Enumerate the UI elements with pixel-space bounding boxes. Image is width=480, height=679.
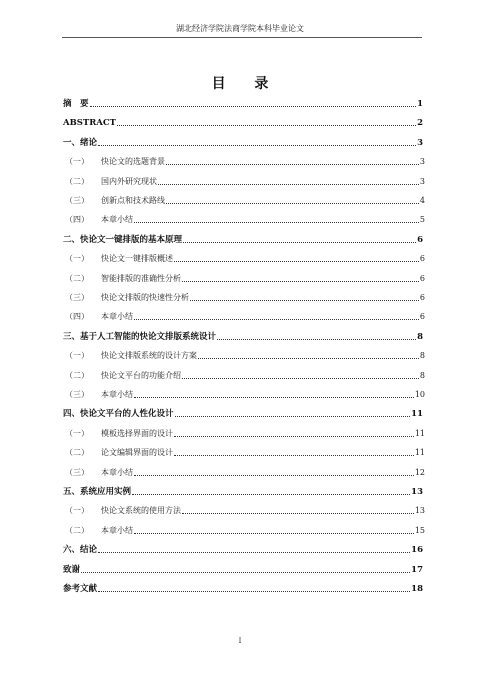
toc-dot-leader [134,397,414,398]
toc-entry-label: 本章小结 [101,467,133,477]
toc-section-number: （二） [65,448,89,458]
toc-section-number: （二） [65,525,89,535]
toc-section-number: （二） [65,176,89,186]
toc-dot-leader [183,242,416,243]
toc-section-row[interactable] [63,270,425,284]
toc-page-number: 15 [414,525,425,535]
toc-entry-label: 六、结论 [63,545,98,556]
toc-entry-label: 致谢 [63,564,81,575]
toc-entry-label: ABSTRACT [63,118,116,129]
toc-dot-leader [182,513,414,514]
toc-entry-label: 快论文的选题背景 [101,157,165,167]
toc-entry-label: 智能排版的准确性分析 [101,273,181,283]
toc-page-number: 3 [419,176,425,186]
toc-entry-label: 二、快论文一键排版的基本原理 [63,234,183,245]
toc-section-row[interactable] [63,502,425,516]
toc-entry-label: 创新点和技术路线 [101,196,165,205]
toc-dot-leader [166,164,419,165]
toc-section-row[interactable] [63,192,425,206]
toc-page-number: 8 [419,370,425,380]
toc-page-number: 8 [419,351,425,361]
toc-entry-label: 本章小结 [101,312,133,322]
toc-entry-label: 一、绪论 [63,137,98,148]
toc-section-row[interactable] [63,464,425,478]
toc-chapter-row[interactable] [63,561,423,575]
toc-section-row[interactable] [63,308,425,322]
toc-entry-label: 参考文献 [63,584,98,594]
toc-chapter-row[interactable] [63,231,423,245]
toc-entry-label: 五、系统应用实例 [63,487,132,497]
toc-section-number: （一） [65,157,89,167]
toc-section-number: （二） [65,370,89,380]
toc-section-number: （一） [65,506,89,516]
footer-page-number: I [238,637,242,645]
toc-page-number: 16 [411,545,423,556]
toc-section-row[interactable] [63,250,425,264]
toc-page-number: 11 [414,448,425,458]
toc-dot-leader [158,184,419,185]
toc-section-row[interactable] [63,444,425,458]
toc-page-number: 11 [411,409,423,420]
toc-dot-leader [190,300,419,301]
toc-chapter-row[interactable] [63,95,423,109]
toc-page-number: 5 [419,215,425,225]
header-divider [62,37,422,38]
toc-entry-label: 快论文平台的功能介绍 [101,370,181,380]
toc-section-number: （三） [65,467,89,477]
toc-entry-label: 国内外研究现状 [101,176,157,186]
toc-page-number: 6 [419,293,425,302]
toc-page-number: 11 [414,428,425,438]
toc-page-number: 3 [417,137,423,148]
toc-dot-leader [134,319,419,320]
toc-page-number: 4 [419,196,425,205]
toc-dot-leader [98,591,410,592]
toc-section-number: （三） [65,390,89,399]
toc-section-number: （一） [65,428,89,438]
toc-entry-label: 快论文系统的使用方法 [101,506,181,516]
toc-page-number: 3 [419,157,425,167]
toc-page-number: 17 [411,564,423,575]
toc-dot-leader [174,436,414,437]
toc-dot-leader [182,281,419,282]
toc-entry-label: 摘 要 [63,99,89,109]
toc-dot-leader [134,222,419,223]
toc-entry-label: 本章小结 [101,525,133,535]
toc-page-number: 6 [419,273,425,283]
toc-chapter-row[interactable] [63,405,423,419]
toc-page-number: 18 [411,584,423,594]
toc-chapter-row[interactable] [63,134,423,148]
toc-page-number: 10 [414,390,425,399]
toc-dot-leader [166,203,419,204]
toc-entry-label: 本章小结 [101,390,133,399]
toc-section-row[interactable] [63,289,425,303]
toc-page-number: 13 [414,506,425,516]
toc-page-number: 2 [417,118,423,129]
toc-section-row[interactable] [63,522,425,536]
toc-entry-label: 三、基于人工智能的快论文排版系统设计 [63,331,217,342]
toc-entry-label: 本章小结 [101,215,133,225]
toc-entry-label: 论文编辑界面的设计 [101,448,173,458]
toc-page-number: 13 [411,487,423,497]
toc-chapter-row[interactable] [63,483,423,497]
toc-section-row[interactable] [63,386,425,400]
toc-section-number: （一） [65,351,89,361]
toc-page-number: 8 [417,331,423,342]
toc-dot-leader [90,106,417,107]
toc-section-number: （二） [65,273,89,283]
toc-chapter-row[interactable] [63,114,423,128]
toc-page-number: 1 [417,99,423,109]
toc-section-row[interactable] [63,211,425,225]
toc-dot-leader [98,145,416,146]
toc-entry-label: 快论文一键排版概述 [101,254,173,264]
toc-entry-label: 快论文排版系统的设计方案 [101,351,197,361]
toc-page-number: 6 [419,254,425,264]
toc-dot-leader [198,358,419,359]
toc-dot-leader [134,475,414,476]
toc-entry-label: 模板选择界面的设计 [101,428,173,438]
toc-dot-leader [134,533,414,534]
toc-dot-leader [174,455,414,456]
toc-dot-leader [182,378,419,379]
toc-dot-leader [81,572,410,573]
toc-page-number: 6 [419,312,425,322]
toc-chapter-row[interactable] [63,541,423,555]
toc-dot-leader [217,339,416,340]
toc-section-number: （三） [65,196,89,205]
toc-title: 目 录 [211,76,281,92]
toc-dot-leader [132,494,410,495]
toc-section-number: （三） [65,293,89,302]
toc-dot-leader [98,552,410,553]
toc-page-number: 6 [417,234,423,245]
toc-section-number: （一） [65,254,89,264]
toc-entry-label: 四、快论文平台的人性化设计 [63,409,174,420]
toc-section-number: （四） [65,215,89,225]
toc-chapter-row[interactable] [63,580,423,594]
toc-dot-leader [117,125,416,126]
toc-dot-leader [174,261,419,262]
toc-entry-label: 快论文排版的快速性分析 [101,293,189,302]
toc-section-row[interactable] [63,153,425,167]
toc-chapter-row[interactable] [63,328,423,342]
toc-section-row[interactable] [63,425,425,439]
toc-section-row[interactable] [63,367,425,381]
toc-section-row[interactable] [63,347,425,361]
toc-section-number: （四） [65,312,89,322]
toc-section-row[interactable] [63,173,425,187]
toc-page-number: 12 [414,467,425,477]
toc-dot-leader [175,416,411,417]
running-header: 湖北经济学院法商学院本科毕业论文 [176,24,304,33]
